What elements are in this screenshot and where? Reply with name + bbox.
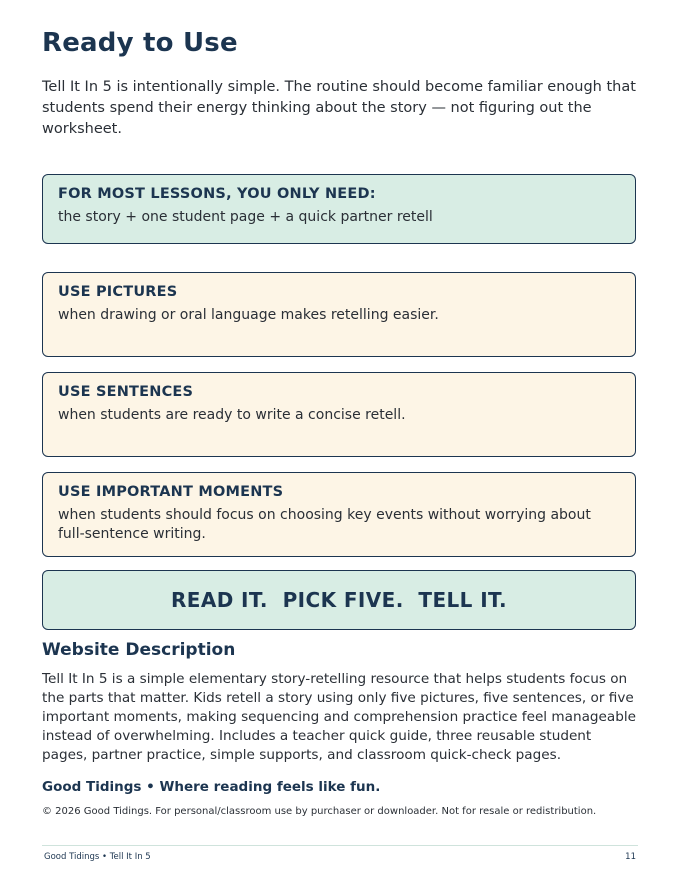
card-text: when students should focus on choosing key events without worrying about full-sentence writing.	[58, 507, 591, 542]
website-description-text: Tell It In 5 is a simple elementary story-retelling resource that helps students focus on the parts that matter. Kids retell a story using only five pictures, five sentences, or five important moments, making sequencing and comprehension practice feel manageable instead of overwhelming. Includes a teacher quick guide, three reusable student pages, partner practice, simple supports, and classroom quick-check pages.	[42, 671, 637, 763]
callout-text: the story + one student page + a quick partner retell	[58, 209, 433, 225]
brand-tagline: Good Tidings • Where reading feels like fun.	[42, 779, 381, 795]
card-title: USE PICTURES	[58, 284, 178, 300]
callout-title: FOR MOST LESSONS, YOU ONLY NEED:	[58, 186, 376, 202]
page-title: Ready to Use	[42, 28, 238, 58]
slogan-banner: READ IT. PICK FIVE. TELL IT.	[42, 570, 636, 630]
card-text: when drawing or oral language makes retelling easier.	[58, 307, 439, 323]
card-title: USE SENTENCES	[58, 384, 194, 400]
essentials-callout	[42, 174, 636, 244]
use-important-moments-card	[42, 472, 636, 557]
website-description-heading: Website Description	[42, 640, 236, 660]
intro-paragraph: Tell It In 5 is intentionally simple. The routine should become familiar enough that students spend their energy thinking about the story — not figuring out the worksheet.	[42, 79, 636, 137]
page-number: 11	[625, 852, 636, 862]
card-title: USE IMPORTANT MOMENTS	[58, 484, 284, 500]
footer-divider	[42, 845, 638, 846]
card-text: when students are ready to write a concise retell.	[58, 407, 406, 423]
footer-title: Good Tidings • Tell It In 5	[44, 852, 151, 862]
copyright-notice: © 2026 Good Tidings. For personal/classroom use by purchaser or downloader. Not for resale or redistribution.	[42, 806, 597, 817]
use-pictures-card	[42, 272, 636, 357]
use-sentences-card	[42, 372, 636, 457]
